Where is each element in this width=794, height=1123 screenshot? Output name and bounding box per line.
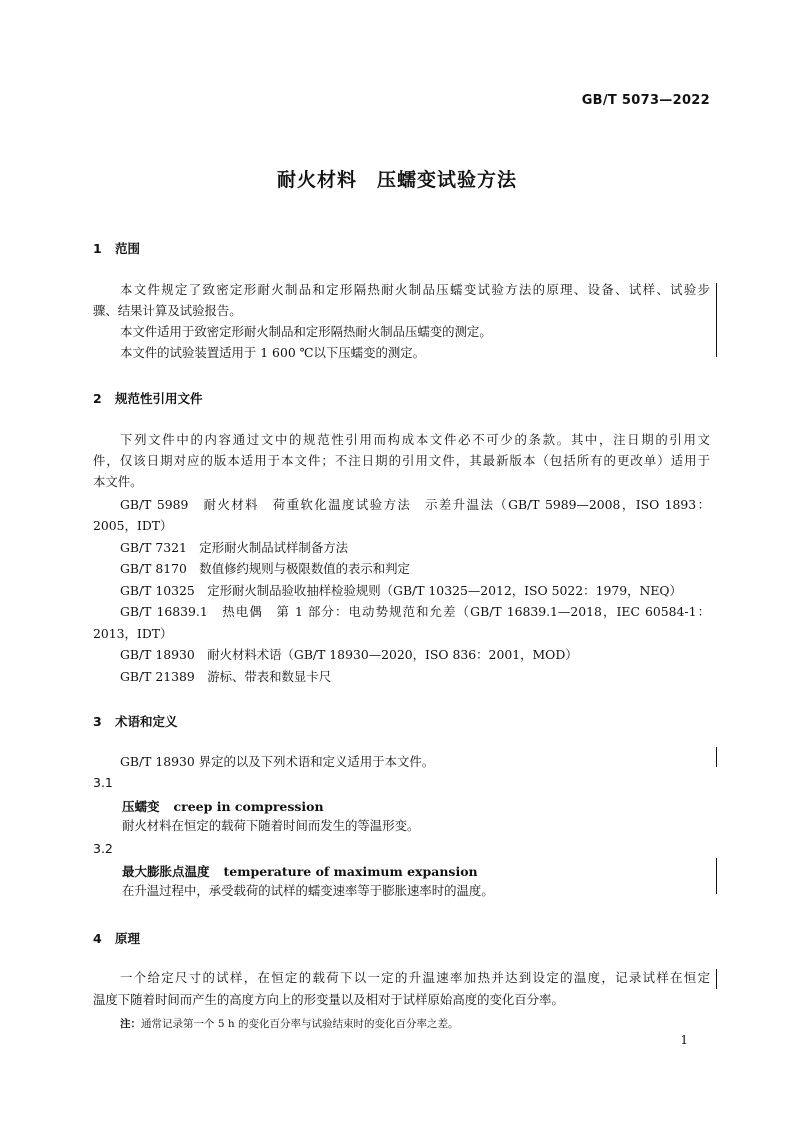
- reference-line: 2013，IDT）: [93, 626, 173, 641]
- section-1-heading: [93, 239, 140, 257]
- term-definition: 耐火材料在恒定的载荷下随着时间而发生的等温形变。: [122, 818, 420, 833]
- paragraph-line: 骤、结果计算及试验报告。: [93, 303, 242, 318]
- term-zh: 最大膨胀点温度: [122, 864, 210, 879]
- reference-line: GB/T 18930 耐火材料术语（GB/T 18930—2020，ISO 836：2001，MOD）: [120, 647, 578, 662]
- revision-bar: [716, 969, 717, 989]
- standard-code: GB/T 5073—2022: [581, 93, 710, 108]
- paragraph-line: 本文件。: [93, 474, 143, 489]
- reference-line: GB/T 7321 定形耐火制品试样制备方法: [120, 540, 348, 555]
- revision-bar: [716, 858, 717, 894]
- revision-bar: [716, 283, 717, 357]
- paragraph-line: 本文件规定了致密定形耐火制品和定形隔热耐火制品压蠕变试验方法的原理、设备、试样、试验步: [120, 282, 710, 297]
- paragraph-line: 一个给定尺寸的试样，在恒定的载荷下以一定的升温速率加热并达到设定的温度，记录试样在恒定: [120, 970, 710, 985]
- term-en: creep in compression: [173, 799, 324, 814]
- term-entry: [122, 862, 478, 880]
- reference-line: GB/T 16839.1 热电偶 第 1 部分：电动势规范和允差（GB/T 16839.1—2018，IEC 60584-1：: [120, 604, 710, 619]
- section-number: 3: [93, 714, 102, 729]
- reference-line: GB/T 8170 数值修约规则与极限数值的表示和判定: [120, 561, 410, 576]
- section-2-heading: [93, 389, 203, 407]
- reference-line: GB/T 21389 游标、带表和数显卡尺: [120, 669, 332, 684]
- section-number: 2: [93, 391, 102, 406]
- note-text: 通常记录第一个 5 h 的变化百分率与试验结束时的变化百分率之差。: [141, 1018, 459, 1030]
- document-title: 耐火材料 压蠕变试验方法: [276, 169, 517, 191]
- page-number: 1: [680, 1033, 688, 1047]
- section-4-heading: [93, 929, 140, 947]
- paragraph-line: 件，仅该日期对应的版本适用于本文件；不注日期的引用文件，其最新版本（包括所有的更改单）适用于: [93, 453, 710, 468]
- term-entry: [122, 797, 324, 815]
- note: [120, 1016, 458, 1031]
- term-en: temperature of maximum expansion: [223, 864, 478, 879]
- section-title: 原理: [115, 931, 141, 946]
- term-number: 3.1: [93, 775, 113, 790]
- term-number: 3.2: [93, 841, 113, 856]
- paragraph-line: GB/T 18930 界定的以及下列术语和定义适用于本文件。: [120, 754, 435, 769]
- section-title: 范围: [115, 241, 141, 256]
- section-title: 术语和定义: [115, 714, 178, 729]
- paragraph-line: 本文件适用于致密定形耐火制品和定形隔热耐火制品压蠕变的测定。: [120, 324, 492, 339]
- section-number: 1: [93, 241, 102, 256]
- section-number: 4: [93, 931, 102, 946]
- revision-bar: [716, 747, 717, 767]
- section-title: 规范性引用文件: [115, 391, 203, 406]
- section-3-heading: [93, 712, 178, 730]
- paragraph-line: 本文件的试验装置适用于 1 600 ℃以下压蠕变的测定。: [120, 345, 426, 360]
- paragraph-line: 下列文件中的内容通过文中的规范性引用而构成本文件必不可少的条款。其中，注日期的引用文: [120, 432, 710, 447]
- paragraph-line: 温度下随着时间而产生的高度方向上的形变量以及相对于试样原始高度的变化百分率。: [93, 992, 564, 1007]
- reference-line: 2005，IDT）: [93, 518, 173, 533]
- reference-line: GB/T 5989 耐火材料 荷重软化温度试验方法 示差升温法（GB/T 5989—2008，ISO 1893：: [120, 497, 710, 512]
- term-zh: 压蠕变: [122, 799, 160, 814]
- note-label: 注：: [120, 1018, 141, 1030]
- reference-line: GB/T 10325 定形耐火制品验收抽样检验规则（GB/T 10325—2012，ISO 5022：1979，NEQ）: [120, 583, 682, 598]
- term-definition: 在升温过程中，承受载荷的试样的蠕变速率等于膨胀速率时的温度。: [122, 883, 494, 898]
